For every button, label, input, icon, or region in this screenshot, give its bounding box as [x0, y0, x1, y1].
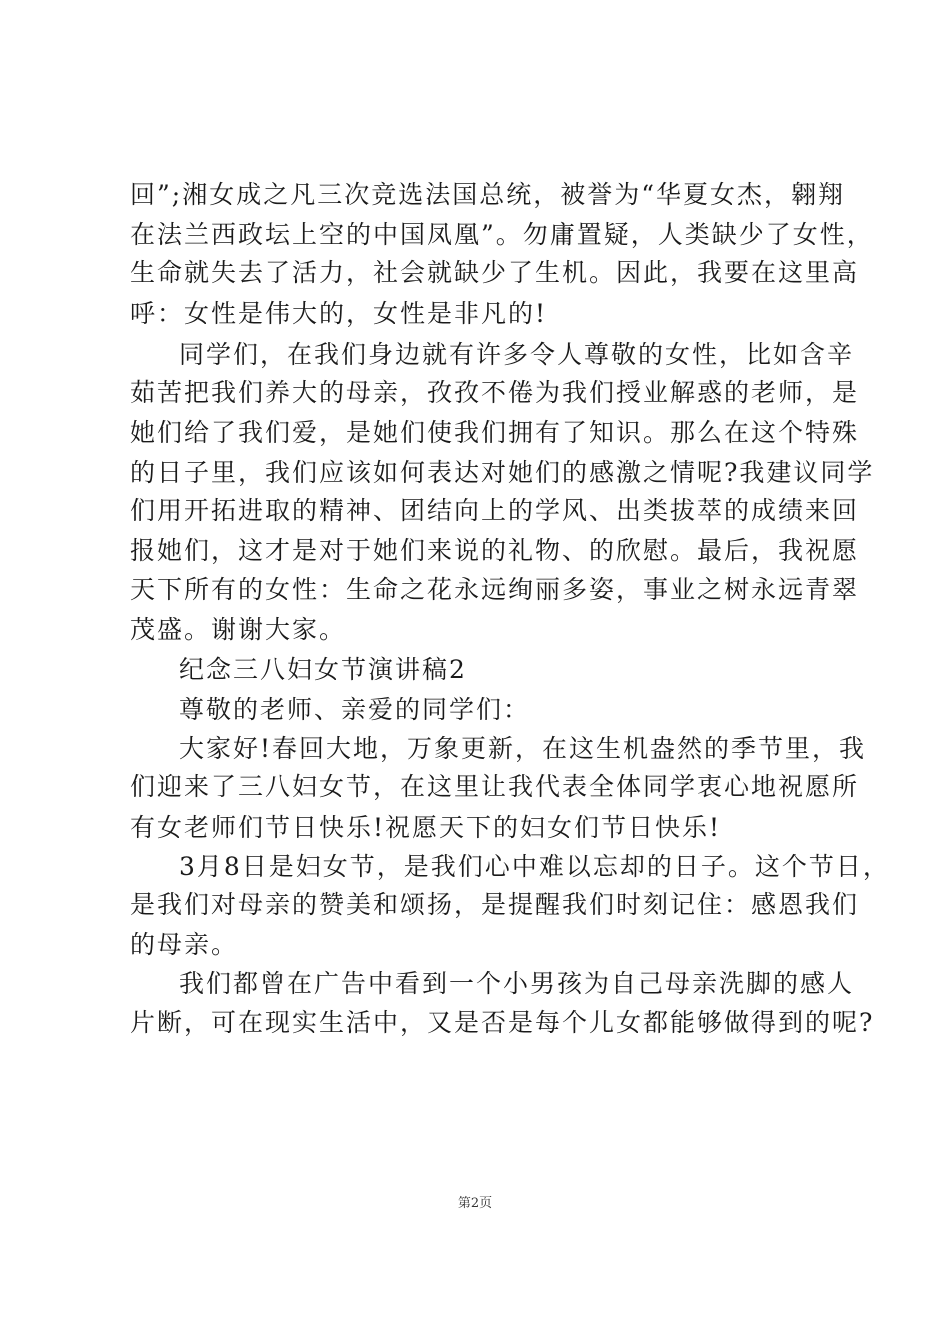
text-line: 她们给了我们爱，是她们使我们拥有了知识。那么在这个特殊 — [130, 418, 860, 447]
text-line: 回”;湘女成之凡三次竞选法国总统，被誉为“华夏女杰，翱翔 — [130, 180, 845, 209]
text-line: 的母亲。 — [130, 930, 239, 959]
text-line: 在法兰西政坛上空的中国凤凰”。勿庸置疑，人类缺少了女性， — [130, 220, 874, 249]
text-line: 天下所有的女性：生命之花永远绚丽多姿，事业之树永远青翠 — [130, 575, 860, 604]
text-line: 大家好!春回大地，万象更新，在这生机盎然的季节里，我 — [179, 734, 867, 763]
page-number: 第2页 — [457, 1196, 493, 1211]
text-line: 生命就失去了活力，社会就缺少了生机。因此，我要在这里高 — [130, 258, 860, 287]
text-line: 茹苦把我们养大的母亲，孜孜不倦为我们授业解惑的老师，是 — [130, 378, 860, 407]
text-line: 们用开拓进取的精神、团结向上的学风、出类拔萃的成绩来回 — [130, 496, 860, 525]
text-line: 纪念三八妇女节演讲稿2 — [179, 655, 467, 684]
text-line: 的日子里，我们应该如何表达对她们的感激之情呢?我建议同学 — [130, 458, 875, 487]
text-line: 有女老师们节日快乐!祝愿天下的妇女们节日快乐! — [130, 813, 722, 842]
text-line: 是我们对母亲的赞美和颂扬，是提醒我们时刻记住：感恩我们 — [130, 890, 860, 919]
text-line: 3月8日是妇女节，是我们心中难以忘却的日子。这个节日， — [179, 852, 890, 881]
text-line: 尊敬的老师、亲爱的同学们： — [179, 695, 531, 724]
text-line: 报她们，这才是对于她们来说的礼物、的欣慰。最后，我祝愿 — [130, 536, 860, 565]
text-line: 们迎来了三八妇女节，在这里让我代表全体同学衷心地祝愿所 — [130, 772, 860, 801]
text-line: 片断，可在现实生活中，又是否是每个儿女都能够做得到的呢? — [130, 1008, 875, 1037]
text-line: 我们都曾在广告中看到一个小男孩为自己母亲洗脚的感人 — [179, 969, 855, 998]
text-line: 同学们，在我们身边就有许多令人尊敬的女性，比如含辛 — [179, 340, 855, 369]
text-line: 茂盛。谢谢大家。 — [130, 615, 347, 644]
text-line: 呼：女性是伟大的，女性是非凡的! — [130, 299, 548, 328]
